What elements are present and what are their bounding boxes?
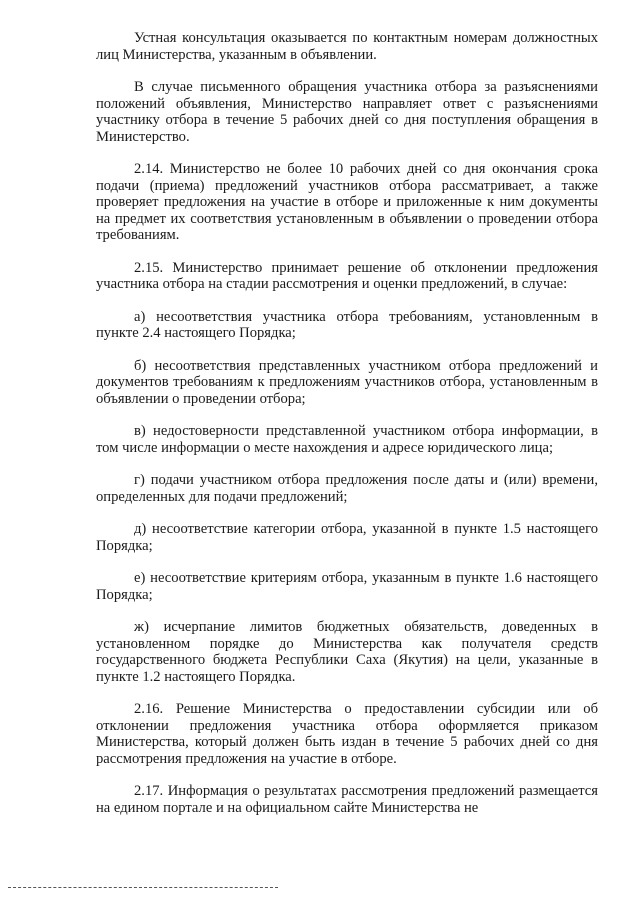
document-body bbox=[96, 30, 598, 832]
paragraph-2-14: 2.14. Министерство не более 10 рабочих дней со дня окончания срока подачи (приема) предложений участников отбора рассматривает, а также проверяет предложения на участие в отборе и приложенные к ним документы на предмет их соответствия установленным в объявлении о проведении отбора требованиям. bbox=[96, 161, 598, 243]
paragraph-item-e: е) несоответствие критериям отбора, указанным в пункте 1.6 настоящего Порядка; bbox=[96, 570, 598, 603]
footer-divider bbox=[8, 887, 278, 888]
paragraph-2-17: 2.17. Информация о результатах рассмотрения предложений размещается на едином портале и на официальном сайте Министерства не bbox=[96, 783, 598, 816]
paragraph-item-d: д) несоответствие категории отбора, указанной в пункте 1.5 настоящего Порядка; bbox=[96, 521, 598, 554]
paragraph-2-15: 2.15. Министерство принимает решение об отклонении предложения участника отбора на стадии рассмотрения и оценки предложений, в случае: bbox=[96, 259, 598, 292]
paragraph-2-16: 2.16. Решение Министерства о предоставлении субсидии или об отклонении предложения участника отбора оформляется приказом Министерства, который должен быть издан в течение 5 рабочих дней со дня рассмотрения предложения на участие в отборе. bbox=[96, 701, 598, 767]
paragraph-item-zh: ж) исчерпание лимитов бюджетных обязательств, доведенных в установленном порядке до Министерства как получателя средств государственного бюджета Республики Саха (Якутия) на цели, указанные в пункте 1.2 настоящего Порядка. bbox=[96, 619, 598, 685]
paragraph-item-a: а) несоответствия участника отбора требованиям, установленным в пункте 2.4 настоящего Порядка; bbox=[96, 308, 598, 341]
paragraph-oral-consultation: Устная консультация оказывается по контактным номерам должностных лиц Министерства, указанным в объявлении. bbox=[96, 30, 598, 63]
paragraph-written-request: В случае письменного обращения участника отбора за разъяснениями положений объявления, Министерство направляет ответ с разъяснениями участнику отбора в течение 5 рабочих дней со дня поступления обращения в Министерство. bbox=[96, 79, 598, 145]
paragraph-item-g: г) подачи участником отбора предложения после даты и (или) времени, определенных для подачи предложений; bbox=[96, 472, 598, 505]
paragraph-item-b: б) несоответствия представленных участником отбора предложений и документов требованиям к предложениям участников отбора, установленным в объявлении о проведении отбора; bbox=[96, 357, 598, 407]
paragraph-item-v: в) недостоверности представленной участником отбора информации, в том числе информации о месте нахождения и адресе юридического лица; bbox=[96, 423, 598, 456]
